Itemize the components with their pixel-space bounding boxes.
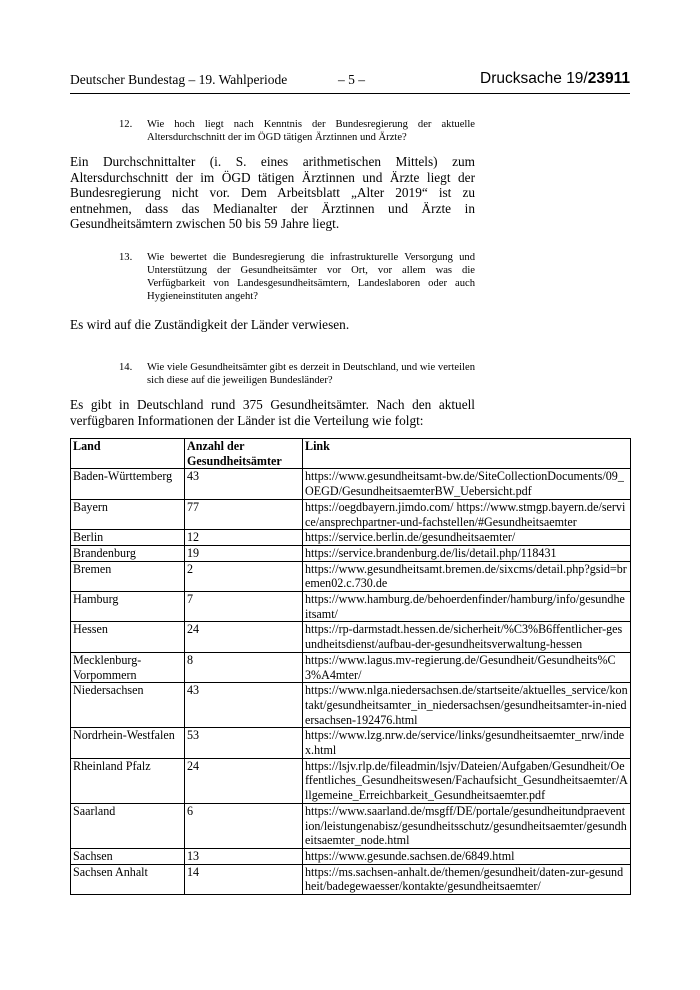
cell-land: Nordrhein-Westfalen xyxy=(71,728,185,758)
cell-anzahl: 7 xyxy=(185,592,303,622)
page-number: – 5 – xyxy=(338,72,365,87)
header-rule xyxy=(70,93,630,94)
cell-land: Hamburg xyxy=(71,592,185,622)
cell-anzahl: 12 xyxy=(185,530,303,546)
cell-land: Bremen xyxy=(71,561,185,591)
question-text: Wie bewertet die Bundesregierung die infrastrukturelle Versorgung und Unterstützung der Gesundheitsämter vor Ort, vor allem was die Verfügbarkeit von Landesgesundheitsämtern, Landeslaboren oder auch Hygieneinstituten angeht? xyxy=(147,252,475,302)
cell-link: https://oegdbayern.jimdo.com/ https://www.stmgp.bayern.de/service/ansprechpartner-und-fachstellen/#Gesundheitsaemter xyxy=(303,499,631,529)
question-number: 13. xyxy=(119,252,133,263)
gesundheitsaemter-table xyxy=(70,438,631,895)
cell-land: Baden-Württemberg xyxy=(71,469,185,499)
cell-link: https://lsjv.rlp.de/fileadmin/lsjv/Dateien/Aufgaben/Gesundheit/Oeffentliches_Gesundheitswesen/Fachaufsicht_Gesundheitsaemter/Allgemeine_Erreichbarkeit_Gesundheitsaemter.pdf xyxy=(303,758,631,803)
cell-land: Mecklenburg-Vorpommern xyxy=(71,652,185,682)
table-row xyxy=(71,864,631,894)
cell-land: Berlin xyxy=(71,530,185,546)
table-row xyxy=(71,545,631,561)
table-row xyxy=(71,758,631,803)
cell-link: https://www.lagus.mv-regierung.de/Gesundheit/Gesundheits%C3%A4mter/ xyxy=(303,652,631,682)
cell-anzahl: 24 xyxy=(185,758,303,803)
answer-14: Es gibt in Deutschland rund 375 Gesundheitsämter. Nach den aktuell verfügbaren Informationen der Länder ist die Verteilung wie folgt: xyxy=(70,397,475,428)
answer-13: Es wird auf die Zuständigkeit der Länder verwiesen. xyxy=(70,317,350,332)
cell-anzahl: 6 xyxy=(185,803,303,848)
cell-link: https://www.gesundheitsamt.bremen.de/sixcms/detail.php?gsid=bremen02.c.730.de xyxy=(303,561,631,591)
cell-land: Saarland xyxy=(71,803,185,848)
cell-land: Niedersachsen xyxy=(71,683,185,728)
cell-link: https://www.saarland.de/msgff/DE/portale/gesundheitundpraevention/leistungenabisz/gesundheitsschutz/gesundheitsaemter/gesundheitsaemter_node.html xyxy=(303,803,631,848)
cell-anzahl: 53 xyxy=(185,728,303,758)
column-header-anzahl: Anzahl der Gesundheitsämter xyxy=(185,439,303,469)
table-row xyxy=(71,848,631,864)
cell-anzahl: 14 xyxy=(185,864,303,894)
cell-anzahl: 43 xyxy=(185,469,303,499)
cell-link: https://www.nlga.niedersachsen.de/startseite/aktuelles_service/kontakt/gesundheitsamter_in_niedersachsen/gesundheitsamter-in-niedersachsen-192476.html xyxy=(303,683,631,728)
table-row xyxy=(71,469,631,499)
cell-link: https://service.brandenburg.de/lis/detail.php/118431 xyxy=(303,545,631,561)
cell-link: https://www.gesundheitsamt-bw.de/SiteCollectionDocuments/09_OEGD/GesundheitsaemterBW_Uebersicht.pdf xyxy=(303,469,631,499)
column-header-link: Link xyxy=(303,439,631,469)
table-row xyxy=(71,728,631,758)
cell-land: Hessen xyxy=(71,622,185,652)
document-id: 23911 xyxy=(587,70,630,87)
cell-link: https://service.berlin.de/gesundheitsaemter/ xyxy=(303,530,631,546)
cell-land: Bayern xyxy=(71,499,185,529)
answer-12: Ein Durchschnittalter (i. S. eines arithmetischen Mittels) zum Altersdurchschnitt der im ÖGD tätigen Ärztinnen und Ärzte liegt der Bundesregierung nicht vor. Dem Arbeitsblatt „Alter 2019“ ist zu entnehmen, dass das Medianalter der Ärztinnen und Ärzte in Gesundheitsämtern zwischen 50 bis 59 Jahre liegt. xyxy=(70,154,475,231)
cell-link: https://www.lzg.nrw.de/service/links/gesundheitsaemter_nrw/index.html xyxy=(303,728,631,758)
question-number: 14. xyxy=(119,362,133,373)
cell-land: Sachsen Anhalt xyxy=(71,864,185,894)
cell-anzahl: 77 xyxy=(185,499,303,529)
cell-anzahl: 24 xyxy=(185,622,303,652)
table-row xyxy=(71,592,631,622)
table-row xyxy=(71,530,631,546)
cell-link: https://rp-darmstadt.hessen.de/sicherheit/%C3%B6ffentlicher-gesundheitsdienst/aufbau-der-gesundheitsverwaltung-hessen xyxy=(303,622,631,652)
question-12 xyxy=(119,118,475,144)
question-14 xyxy=(119,361,475,387)
cell-anzahl: 43 xyxy=(185,683,303,728)
table-row xyxy=(71,683,631,728)
page-header xyxy=(70,72,630,92)
cell-anzahl: 2 xyxy=(185,561,303,591)
column-header-land: Land xyxy=(71,439,185,469)
table-row xyxy=(71,622,631,652)
document-label: Drucksache 19/ xyxy=(480,70,588,87)
cell-land: Sachsen xyxy=(71,848,185,864)
table-row xyxy=(71,803,631,848)
question-13 xyxy=(119,251,475,303)
cell-link: https://ms.sachsen-anhalt.de/themen/gesundheit/daten-zur-gesundheit/badegewaesser/kontakte/gesundheitsaemter/ xyxy=(303,864,631,894)
cell-land: Rheinland Pfalz xyxy=(71,758,185,803)
cell-link: https://www.hamburg.de/behoerdenfinder/hamburg/info/gesundheitsamt/ xyxy=(303,592,631,622)
cell-anzahl: 8 xyxy=(185,652,303,682)
table-row xyxy=(71,561,631,591)
table-row xyxy=(71,499,631,529)
table-header-row xyxy=(71,439,631,469)
question-text: Wie hoch liegt nach Kenntnis der Bundesregierung der aktuelle Altersdurchschnitt der im ÖGD tätigen Ärztinnen und Ärzte? xyxy=(147,119,475,143)
question-text: Wie viele Gesundheitsämter gibt es derzeit in Deutschland, und wie verteilen sich diese auf die jeweiligen Bundesländer? xyxy=(147,362,475,386)
cell-link: https://www.gesunde.sachsen.de/6849.html xyxy=(303,848,631,864)
header-publication: Deutscher Bundestag – 19. Wahlperiode xyxy=(70,72,288,87)
cell-anzahl: 13 xyxy=(185,848,303,864)
table-row xyxy=(71,652,631,682)
question-number: 12. xyxy=(119,119,133,130)
cell-anzahl: 19 xyxy=(185,545,303,561)
document-number xyxy=(480,70,630,88)
cell-land: Brandenburg xyxy=(71,545,185,561)
